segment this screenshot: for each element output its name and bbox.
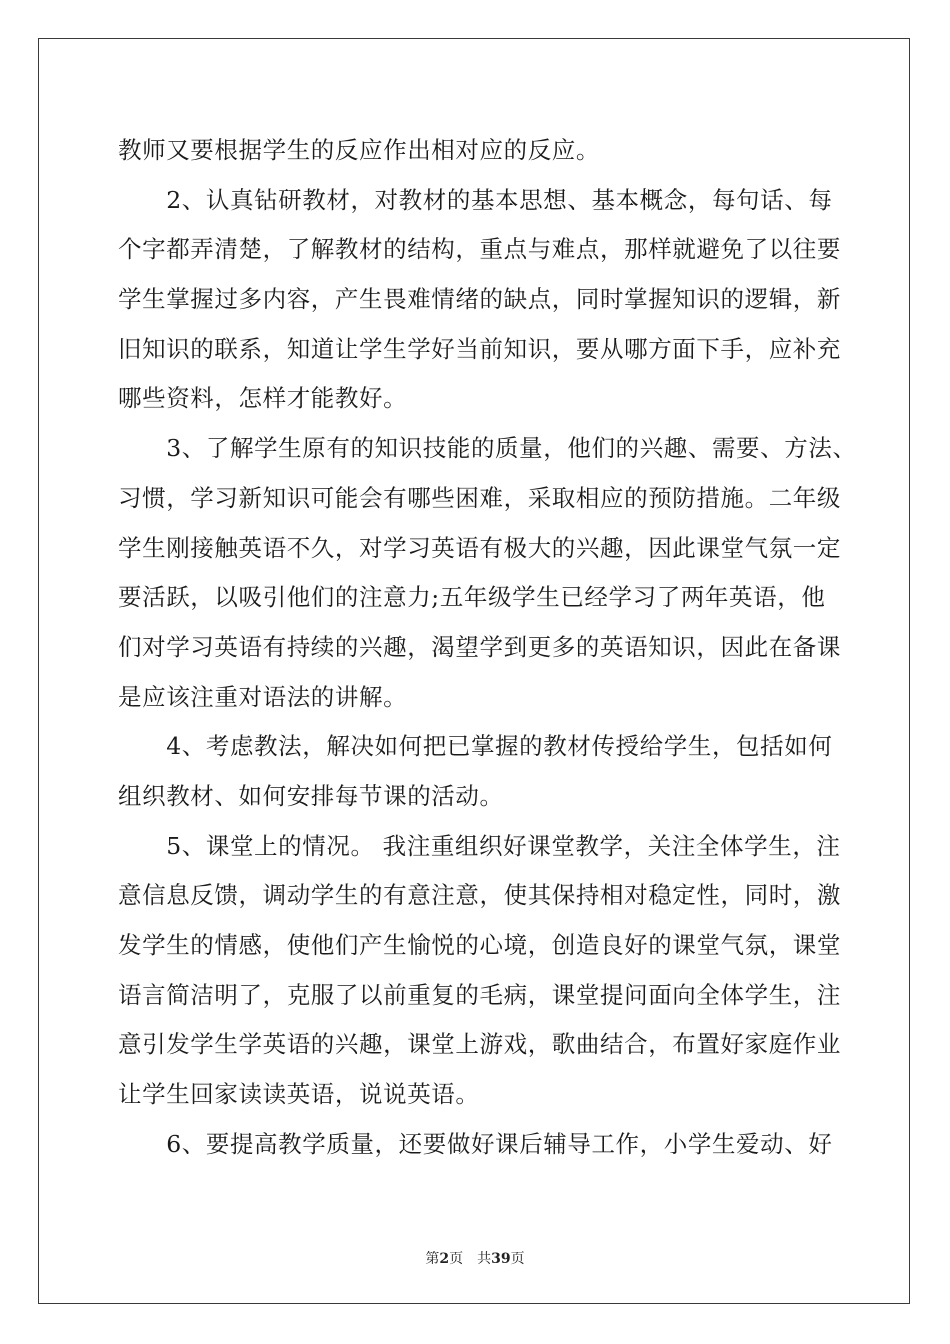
total-pages: 39 — [491, 1251, 511, 1267]
text-line: 意引发学生学英语的兴趣，课堂上游戏，歌曲结合，布置好家庭作业 — [118, 1030, 841, 1059]
text-line: 意信息反馈，调动学生的有意注意，使其保持相对稳定性，同时，激 — [118, 881, 841, 910]
text-line: 要活跃，以吸引他们的注意力;五年级学生已经学习了两年英语，他 — [118, 583, 826, 612]
text-line: 2、认真钻研教材，对教材的基本思想、基本概念，每句话、每 — [118, 185, 833, 214]
text-line: 个字都弄清楚，了解教材的结构，重点与难点，那样就避免了以往要 — [118, 235, 841, 264]
text-line: 学生刚接触英语不久，对学习英语有极大的兴趣，因此课堂气氛一定 — [118, 533, 841, 562]
text-line: 5、课堂上的情况。 我注重组织好课堂教学，关注全体学生，注 — [118, 831, 841, 860]
page-suffix: 页 — [449, 1251, 464, 1267]
text-line: 语言简洁明了，克服了以前重复的毛病，课堂提问面向全体学生，注 — [118, 980, 841, 1009]
total-suffix: 页 — [510, 1251, 525, 1267]
text-line: 旧知识的联系，知道让学生学好当前知识，要从哪方面下手，应补充 — [118, 334, 841, 363]
text-line: 学生掌握过多内容，产生畏难情绪的缺点，同时掌握知识的逻辑，新 — [118, 285, 841, 314]
text-line: 让学生回家读读英语，说说英语。 — [118, 1080, 480, 1109]
page-footer — [0, 1248, 950, 1268]
text-line: 们对学习英语有持续的兴趣，渴望学到更多的英语知识，因此在备课 — [118, 632, 841, 661]
text-line: 3、了解学生原有的知识技能的质量，他们的兴趣、需要、方法、 — [118, 434, 857, 463]
text-line: 组织教材、如何安排每节课的活动。 — [118, 781, 504, 810]
text-line: 教师又要根据学生的反应作出相对应的反应。 — [118, 136, 600, 164]
text-line: 4、考虑教法，解决如何把已掌握的教材传授给学生，包括如何 — [118, 732, 833, 761]
document-body — [118, 126, 857, 1169]
page-number: 2 — [439, 1251, 450, 1267]
text-line: 习惯，学习新知识可能会有哪些困难，采取相应的预防措施。二年级 — [118, 483, 841, 512]
total-prefix: 共 — [477, 1251, 492, 1267]
text-line: 6、要提高教学质量，还要做好课后辅导工作，小学生爱动、好 — [118, 1129, 833, 1158]
text-line: 发学生的情感，使他们产生愉悦的心境，创造良好的课堂气氛，课堂 — [118, 931, 841, 959]
text-line: 是应该注重对语法的讲解。 — [118, 682, 408, 711]
text-line: 哪些资料，怎样才能教好。 — [118, 384, 408, 413]
page-prefix: 第 — [425, 1251, 440, 1267]
